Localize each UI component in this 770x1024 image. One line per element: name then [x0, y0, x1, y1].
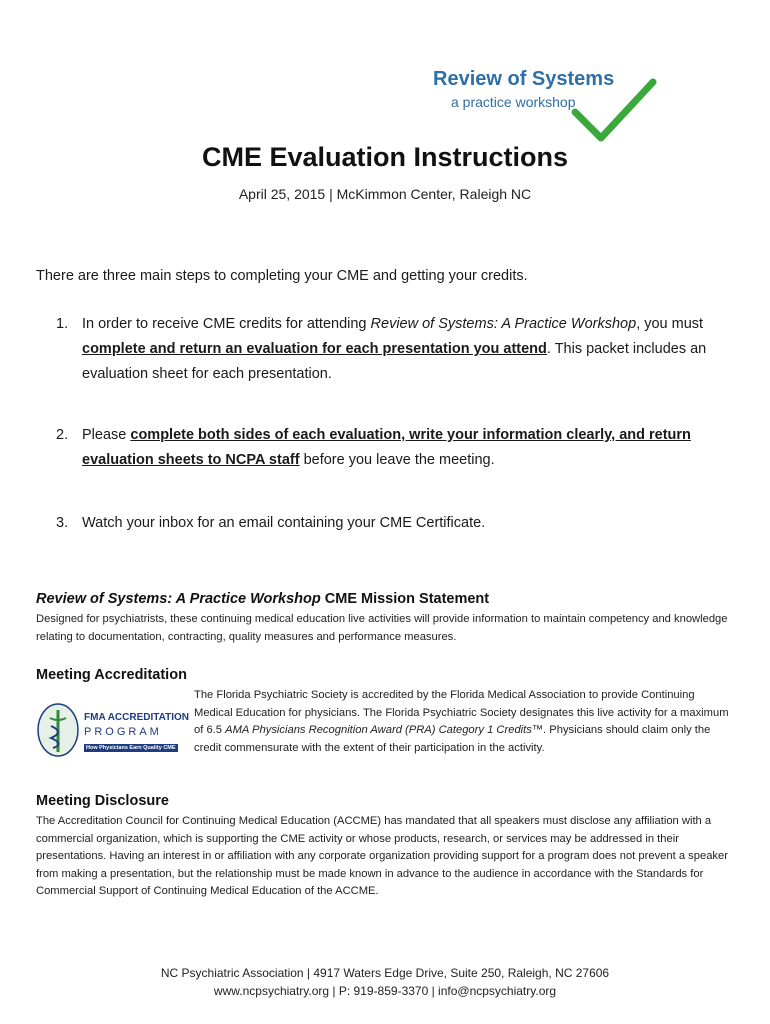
- page-title: CME Evaluation Instructions: [201, 142, 569, 172]
- step-emphasis: complete and return an evaluation for each presentation you attend: [82, 341, 547, 357]
- step-text: Please: [82, 427, 131, 443]
- step-emphasis: complete both sides of each evaluation, write your information clearly, and return evaluation sheets to NCPA staff: [82, 427, 691, 468]
- step-number: 2.: [56, 427, 69, 443]
- step-text: before you leave the meeting.: [299, 452, 495, 468]
- footer-address: NC Psychiatric Association | 4917 Waters Edge Drive, Suite 250, Raleigh, NC 27606: [160, 966, 610, 980]
- accreditation-text-part: . Physicians should claim only the credit commensurate with the extent of their participation in the activity.: [194, 724, 711, 754]
- badge-line-2: PROGRAM: [84, 726, 162, 738]
- mission-heading: [36, 591, 489, 607]
- accreditation-heading: Meeting Accreditation: [36, 667, 187, 683]
- step-body: [82, 423, 746, 473]
- step-text: . This packet includes an evaluation sheet for each presentation.: [82, 341, 707, 382]
- fma-accreditation-badge: [36, 702, 189, 758]
- mission-heading-italic: Review of Systems: A Practice Workshop: [36, 591, 321, 607]
- step-body: [82, 312, 746, 387]
- step-2: [56, 423, 746, 473]
- accreditation-text-part: The Florida Psychiatric Society is accredited by the Florida Medical Association to provide Continuing Medical Education for physicians. The Florida Psychiatric Society designates this live activity for a maximum of 6.5: [194, 689, 729, 736]
- intro-text: There are three main steps to completing your CME and getting your credits.: [36, 268, 528, 284]
- badge-line-1: FMA ACCREDITATION: [84, 712, 189, 723]
- mission-heading-rest: CME Mission Statement: [320, 591, 490, 607]
- step-text: , you must: [636, 316, 704, 332]
- logo-subtitle: a practice workshop: [451, 94, 576, 110]
- logo: [425, 60, 665, 152]
- caduceus-icon: [36, 702, 80, 758]
- step-text: In order to receive CME credits for attending: [82, 316, 371, 332]
- badge-line-3: How Physicians Earn Quality CME: [86, 745, 176, 751]
- disclosure-heading: Meeting Disclosure: [36, 793, 169, 809]
- mission-text: Designed for psychiatrists, these continuing medical education live activities will provide information to maintain competency and knowledge relating to documentation, contracting, quality measures and performance measures.: [36, 613, 728, 643]
- footer-contact: www.ncpsychiatry.org | P: 919-859-3370 | info@ncpsychiatry.org: [213, 984, 557, 998]
- checkmark-icon: [567, 74, 659, 150]
- step-1: [56, 312, 746, 387]
- step-number: 3.: [56, 515, 69, 531]
- disclosure-text: The Accreditation Council for Continuing Medical Education (ACCME) has mandated that all speakers must disclose any affiliation with a commercial organization, which is supporting the CME activity or whose products, research, or services may be addressed in their presentations. Having an interest in or affiliation with any corporate organization providing support for a program does not prevent a speaker from making a presentation, but the relationship must be made known in advance to the audience in accordance with the Standards for Commercial Support of Continuing Medical Education of the ACCME.: [36, 815, 728, 897]
- accreditation-text: [194, 687, 734, 757]
- step-3: [56, 511, 746, 536]
- step-italic-title: Review of Systems: A Practice Workshop: [370, 316, 637, 332]
- step-body: Watch your inbox for an email containing your CME Certificate.: [82, 515, 486, 531]
- step-number: 1.: [56, 316, 69, 332]
- page-subtitle: April 25, 2015 | McKimmon Center, Raleigh NC: [238, 186, 532, 202]
- accreditation-credit-name: AMA Physicians Recognition Award (PRA) Category 1 Credits™: [225, 724, 544, 736]
- logo-title: Review of Systems: [433, 68, 615, 90]
